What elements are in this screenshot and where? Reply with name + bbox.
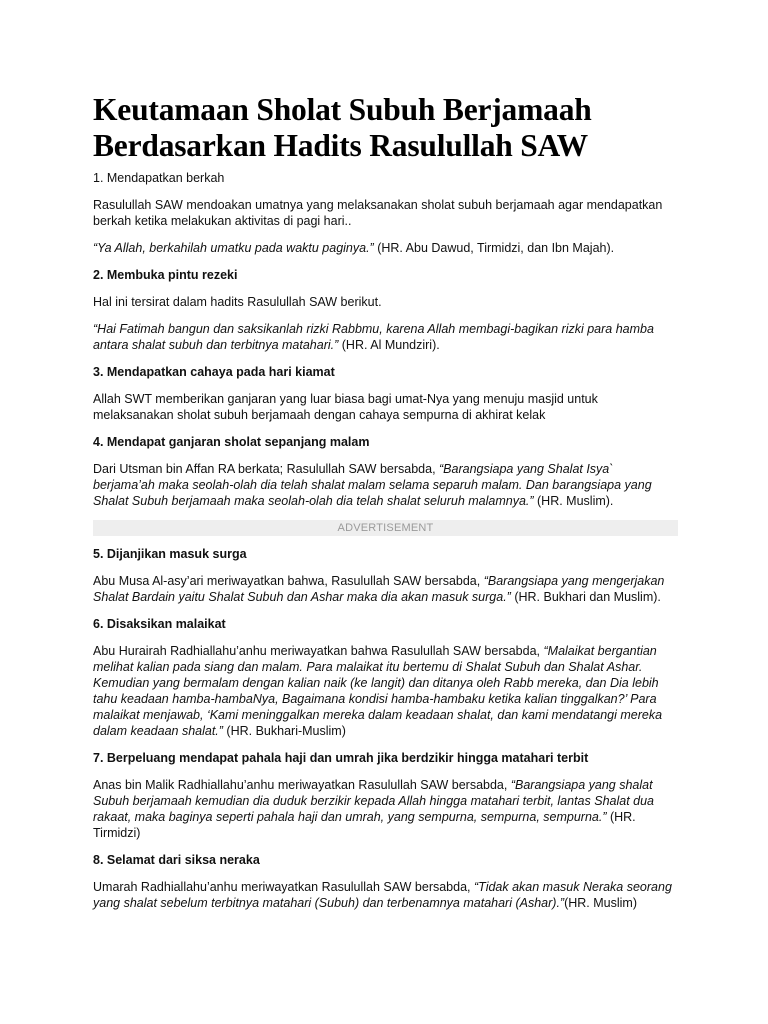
section-heading-1: 1. Mendapatkan berkah: [93, 171, 225, 185]
section-heading-2: 2. Membuka pintu rezeki: [93, 268, 238, 282]
hadith-lead-4: Dari Utsman bin Affan RA berkata; Rasulullah SAW bersabda,: [93, 462, 440, 476]
hadith-quote-5: “Barangsiapa yang mengerjakan Shalat Bardain yaitu Shalat Subuh dan Ashar maka dia akan masuk surga.”: [93, 574, 665, 604]
hadith-source-2: (HR. Al Mundziri).: [338, 338, 440, 352]
hadith-source-5: (HR. Bukhari dan Muslim).: [510, 590, 661, 604]
hadith-source-6: (HR. Bukhari-Muslim): [222, 724, 346, 738]
hadith-lead-5: Abu Musa Al-asy’ari meriwayatkan bahwa, Rasulullah SAW bersabda,: [93, 574, 484, 588]
hadith-lead-7: Anas bin Malik Radhiallahu’anhu meriwayatkan Rasulullah SAW bersabda,: [93, 778, 511, 792]
hadith-quote-4: “Barangsiapa yang Shalat Isya` berjama’ah maka seolah-olah dia telah shalat malam selama separuh malam. Dan barangsiapa yang Shalat Subuh berjamaah maka seolah-olah dia telah shalat seluruh malamnya.”: [93, 462, 652, 508]
hadith-source-7: (HR. Tirmidzi): [93, 810, 636, 840]
hadith-source-4: (HR. Muslim).: [533, 494, 614, 508]
advertisement-banner[interactable]: ADVERTISEMENT: [93, 520, 678, 536]
hadith-lead-8: Umarah Radhiallahu’anhu meriwayatkan Rasulullah SAW bersabda,: [93, 880, 474, 894]
hadith-paragraph-8: [93, 879, 678, 911]
section-heading-8: 8. Selamat dari siksa neraka: [93, 853, 260, 867]
hadith-paragraph-6: [93, 643, 678, 739]
hadith-lead-6: Abu Hurairah Radhiallahu’anhu meriwayatkan bahwa Rasulullah SAW bersabda,: [93, 644, 544, 658]
hadith-paragraph-2: [93, 321, 678, 353]
hadith-paragraph-5: [93, 573, 678, 605]
section-intro-2: Hal ini tersirat dalam hadits Rasulullah SAW berikut.: [93, 295, 382, 309]
section-heading-5: 5. Dijanjikan masuk surga: [93, 547, 247, 561]
section-heading-4: 4. Mendapat ganjaran sholat sepanjang malam: [93, 435, 370, 449]
hadith-quote-1: “Ya Allah, berkahilah umatku pada waktu paginya.”: [93, 241, 374, 255]
hadith-source-8: (HR. Muslim): [564, 896, 637, 910]
section-heading-6: 6. Disaksikan malaikat: [93, 617, 226, 631]
section-heading-7: 7. Berpeluang mendapat pahala haji dan umrah jika berdzikir hingga matahari terbit: [93, 751, 589, 765]
hadith-source-1: (HR. Abu Dawud, Tirmidzi, dan Ibn Majah).: [373, 241, 615, 255]
hadith-quote-8: “Tidak akan masuk Neraka seorang yang shalat sebelum terbitnya matahari (Subuh) dan terbenamnya matahari (Ashar).”: [93, 880, 672, 910]
hadith-quote-7: “Barangsiapa yang shalat Subuh berjamaah kemudian dia duduk berzikir kepada Allah hingga matahari terbit, lantas Shalat dua rakaat, maka baginya seperti pahala haji dan umrah, yang sempurna, sempurna, sempurna.”: [93, 778, 655, 824]
section-heading-3: 3. Mendapatkan cahaya pada hari kiamat: [93, 365, 335, 379]
section-intro-3: Allah SWT memberikan ganjaran yang luar biasa bagi umat-Nya yang menuju masjid untuk melaksanakan sholat subuh berjamaah dengan cahaya sempurna di akhirat kelak: [93, 392, 598, 422]
hadith-quote-2: “Hai Fatimah bangun dan saksikanlah rizki Rabbmu, karena Allah membagi-bagikan rizki para hamba antara shalat subuh dan terbitnya matahari.”: [93, 322, 654, 352]
section-intro-1: Rasulullah SAW mendoakan umatnya yang melaksanakan sholat subuh berjamaah agar mendapatkan berkah ketika melakukan aktivitas di pagi hari..: [93, 198, 663, 228]
hadith-paragraph-4: [93, 461, 678, 509]
hadith-paragraph-1: [93, 240, 678, 256]
article-title: Keutamaan Sholat Subuh Berjamaah Berdasarkan Hadits Rasulullah SAW: [93, 92, 592, 163]
hadith-quote-6: “Malaikat bergantian melihat kalian pada siang dan malam. Para malaikat itu bertemu di Shalat Subuh dan Shalat Ashar. Kemudian yang bermalam dengan kalian naik (ke langit) dan ditanya oleh Rabb mereka, dan Dia lebih tahu keadaan hamba-hambaNya, Bagaimana kondisi hamba-hambaku ketika kalian tinggalkan?’ Para malaikat menjawab, ‘Kami meninggalkan mereka dalam keadaan shalat, dan kami mendatangi mereka dalam keadaan shalat.”: [93, 644, 663, 738]
article: [93, 92, 678, 922]
hadith-paragraph-7: [93, 777, 678, 841]
